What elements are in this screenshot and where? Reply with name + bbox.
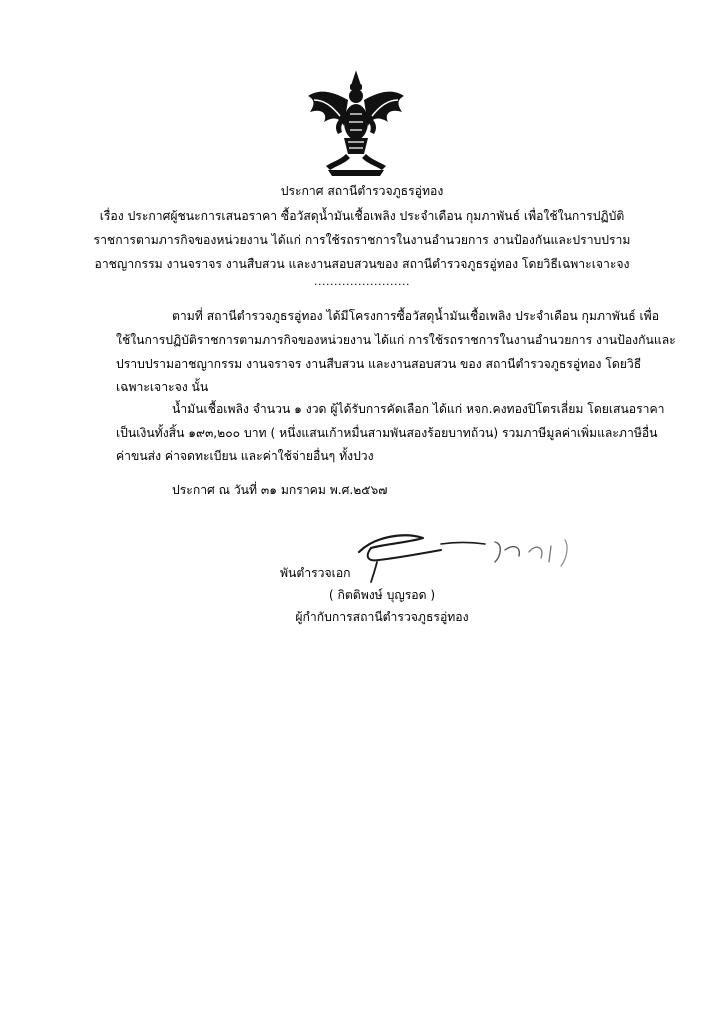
subject-line: ราชการตามภารกิจของหน่วยงาน ได้แก่ การใช้รถราชการในงานอำนวยการ งานป้องกันและปราบปราม	[93, 233, 631, 247]
announcement-date: ประกาศ ณ วันที่ ๓๑ มกราคม พ.ศ.๒๕๖๗	[172, 483, 388, 497]
document-title: ประกาศ สถานีตำรวจภูธรอู่ทอง	[280, 184, 444, 198]
signatory-position: ผู้กำกับการสถานีตำรวจภูธรอู่ทอง	[295, 610, 469, 624]
separator-dots: ........................	[314, 275, 410, 288]
body-line: น้ำมันเชื้อเพลิง จำนวน ๑ งวด ผู้ได้รับการคัดเลือก ได้แก่ หจก.คงทองปิโตรเลี่ยม โดยเสนอราคา	[172, 402, 665, 416]
signatory-name: ( กิตติพงษ์ บุญรอด )	[328, 588, 436, 602]
handwritten-signature-icon	[345, 522, 595, 584]
body-line: ปราบปรามอาชญากรรม งานจราจร งานสืบสวน และงานสอบสวน ของ สถานีตำรวจภูธรอู่ทอง โดยวิธี	[116, 357, 642, 371]
garuda-emblem-icon	[300, 70, 412, 178]
body-line: เฉพาะเจาะจง นั้น	[116, 380, 209, 394]
body-line: ตามที่ สถานีตำรวจภูธรอู่ทอง ได้มีโครงการซื้อวัสดุน้ำมันเชื้อเพลิง ประจำเดือน กุมภาพันธ์ เพื่อ	[172, 309, 660, 323]
signatory-rank: พันตำรวจเอก	[280, 566, 351, 580]
subject-line: อาชญากรรม งานจราจร งานสืบสวน และงานสอบสวนของ สถานีตำรวจภูธรอู่ทอง โดยวิธีเฉพาะเจาะจง	[94, 257, 630, 271]
subject-line: เรื่อง ประกาศผู้ชนะการเสนอราคา ซื้อวัสดุน้ำมันเชื้อเพลิง ประจำเดือน กุมภาพันธ์ เพื่อใช้ในการปฏิบัติ	[99, 209, 625, 223]
body-line: ใช้ในการปฏิบัติราชการตามภารกิจของหน่วยงาน ได้แก่ การใช้รถราชการในงานอำนวยการ งานป้องกันและ	[116, 333, 676, 347]
body-line: เป็นเงินทั้งสิ้น ๑๙๓,๒๐๐ บาท ( หนึ่งแสนเก้าหมื่นสามพันสองร้อยบาทถ้วน) รวมภาษีมูลค่าเพิ่มและภาษีอื่น	[116, 426, 658, 440]
body-line: ค่าขนส่ง ค่าจดทะเบียน และค่าใช้จ่ายอื่นๆ ทั้งปวง	[116, 449, 374, 463]
